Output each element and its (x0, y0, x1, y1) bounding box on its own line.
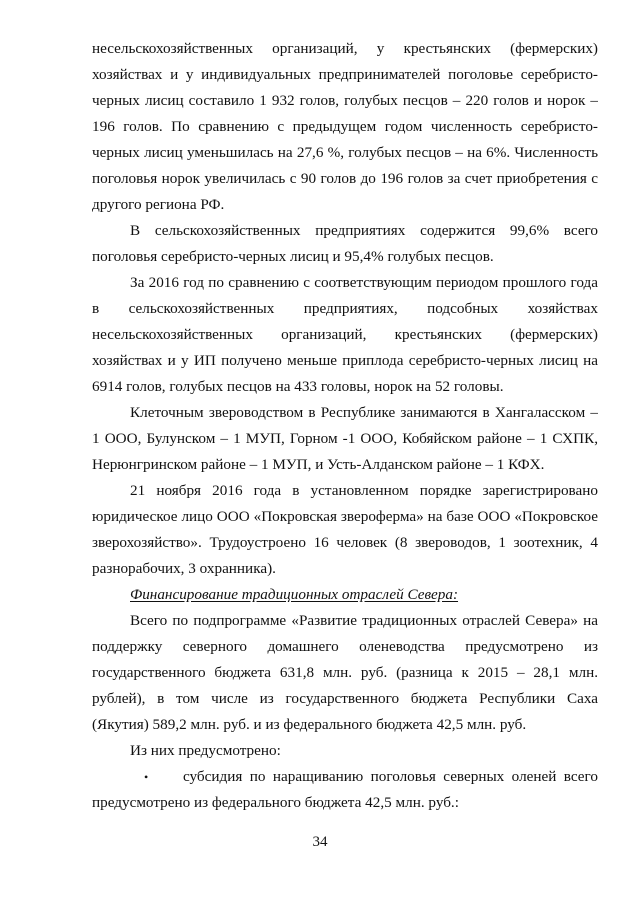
text-line: рублей), в том числе из государственного бюджета Республики Саха (92, 690, 598, 707)
text-line: зверохозяйство». Трудоустроено 16 человек (8 звероводов, 1 зоотехник, 4 (92, 534, 598, 551)
text-line: поддержку северного домашнего оленеводства предусмотрено из (92, 638, 598, 655)
text-line: юридическое лицо ООО «Покровская звероферма» на базе ООО «Покровское (92, 508, 598, 525)
document-body (92, 36, 598, 816)
text-line: Клеточным звероводством в Республике занимаются в Хангаласском – (130, 404, 598, 421)
text-line: поголовья норок увеличилась с 90 голов до 196 голов за счет приобретения с (92, 170, 598, 187)
text-line: (Якутия) 589,2 млн. руб. и из федерального бюджета 42,5 млн. руб. (92, 716, 527, 733)
text-line: 21 ноября 2016 года в установленном порядке зарегистрировано (130, 482, 598, 499)
section-heading-text: Финансирование традиционных отраслей Севера: (130, 586, 459, 603)
text-line: 1 ООО, Булунском – 1 МУП, Горном -1 ООО, Кобяйском районе – 1 СХПК, (92, 430, 598, 447)
bullet-item (92, 764, 598, 790)
text-line: разнорабочих, 3 охранника). (92, 560, 276, 577)
text-line: Всего по подпрограмме «Развитие традиционных отраслей Севера» на (130, 612, 598, 629)
text-line: черных лисиц уменьшилась на 27,6 %, голубых песцов – на 6%. Численность (92, 144, 598, 161)
text-line: в сельскохозяйственных предприятиях, подсобных хозяйствах (92, 300, 598, 317)
page-number: 34 (312, 834, 328, 850)
text-line: хозяйствах и у индивидуальных предпринимателей поголовье серебристо- (92, 66, 598, 83)
bullet-icon: • (144, 770, 149, 784)
text-line: Из них предусмотрено: (130, 742, 281, 759)
text-line: поголовья серебристо-черных лисиц и 95,4% голубых песцов. (92, 248, 494, 265)
text-line: Нерюнгринском районе – 1 МУП, и Усть-Алданском районе – 1 КФХ. (92, 456, 545, 473)
text-line: 196 голов. По сравнению с предыдущем годом численность серебристо- (92, 118, 598, 135)
text-line: несельскохозяйственных организаций, у крестьянских (фермерских) (92, 40, 598, 57)
text-line: 6914 голов, голубых песцов на 433 головы, норок на 52 головы. (92, 378, 504, 395)
text-line: За 2016 год по сравнению с соответствующим периодом прошлого года (130, 274, 598, 291)
text-line: другого региона РФ. (92, 196, 225, 213)
text-line: хозяйствах и у ИП получено меньше приплода серебристо-черных лисиц на (92, 352, 598, 369)
section-heading (92, 582, 598, 608)
text-line: В сельскохозяйственных предприятиях содержится 99,6% всего (130, 222, 598, 239)
bullet-text: субсидия по наращиванию поголовья северных оленей всего (183, 768, 598, 785)
text-line: черных лисиц составило 1 932 голов, голубых песцов – 220 голов и норок – (92, 92, 598, 109)
text-line: предусмотрено из федерального бюджета 42,5 млн. руб.: (92, 794, 459, 811)
text-line: несельскохозяйственных организаций, крестьянских (фермерских) (92, 326, 598, 343)
text-line: государственного бюджета 631,8 млн. руб. (разница к 2015 – 28,1 млн. (92, 664, 598, 681)
